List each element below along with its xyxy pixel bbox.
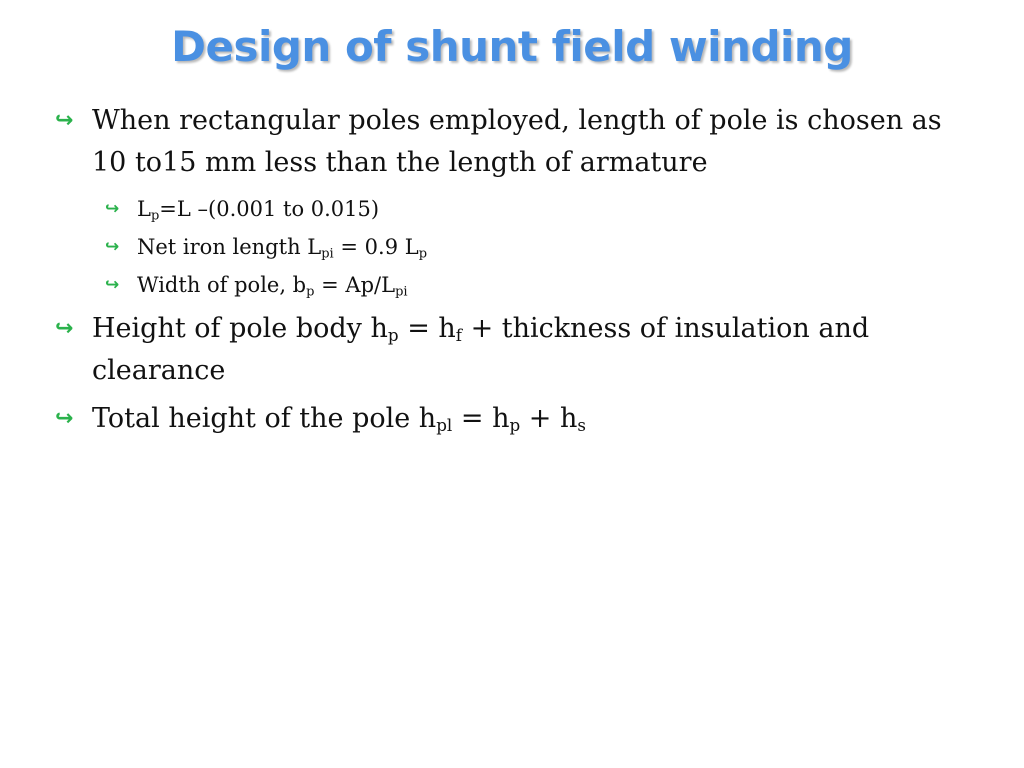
curved-arrow-bullet-icon: ↪ bbox=[55, 316, 74, 341]
subscript: s bbox=[577, 415, 586, 436]
curved-arrow-bullet-icon: ↪ bbox=[105, 199, 120, 219]
formula-part: + h bbox=[520, 403, 578, 434]
formula-part: + thickness of insulation and clearance bbox=[92, 313, 870, 386]
subscript: pl bbox=[436, 415, 453, 436]
subscript: p bbox=[418, 246, 428, 262]
subscript: p bbox=[509, 415, 521, 436]
sub-bullet-item-lp bbox=[55, 190, 975, 228]
formula-part: = h bbox=[452, 403, 510, 434]
sub-bullet-item-net-iron-length bbox=[55, 228, 975, 266]
bullet-text: When rectangular poles employed, length of pole is chosen as 10 to15 mm less than the length of armature bbox=[92, 105, 942, 178]
formula-part: =L –(0.001 to 0.015) bbox=[159, 197, 380, 221]
curved-arrow-bullet-icon: ↪ bbox=[55, 406, 74, 431]
bullet-list bbox=[55, 100, 975, 446]
formula-part: L bbox=[137, 197, 151, 221]
slide-title: Design of shunt field winding bbox=[171, 22, 853, 71]
curved-arrow-bullet-icon: ↪ bbox=[105, 275, 120, 295]
sub-bullet-item-width-of-pole bbox=[55, 266, 975, 304]
subscript: p bbox=[387, 325, 399, 346]
subscript: f bbox=[455, 325, 462, 346]
formula-part: Height of pole body h bbox=[92, 313, 388, 344]
sub-bullet-list bbox=[55, 190, 975, 304]
curved-arrow-bullet-icon: ↪ bbox=[55, 108, 74, 133]
subscript: pi bbox=[321, 246, 334, 262]
subscript: p bbox=[306, 284, 315, 300]
formula-part: = h bbox=[398, 313, 456, 344]
formula-part: Net iron length L bbox=[137, 235, 322, 259]
formula-part: = Ap/L bbox=[314, 273, 396, 297]
subscript: pi bbox=[395, 284, 408, 300]
subscript: p bbox=[150, 208, 160, 224]
bullet-item-total-pole-height bbox=[55, 398, 975, 440]
formula-part: Width of pole, b bbox=[137, 273, 307, 297]
bullet-item-pole-length bbox=[55, 100, 975, 184]
formula-part: Total height of the pole h bbox=[92, 403, 437, 434]
formula-part: = 0.9 L bbox=[333, 235, 419, 259]
curved-arrow-bullet-icon: ↪ bbox=[105, 237, 120, 257]
bullet-item-pole-body-height bbox=[55, 308, 975, 392]
